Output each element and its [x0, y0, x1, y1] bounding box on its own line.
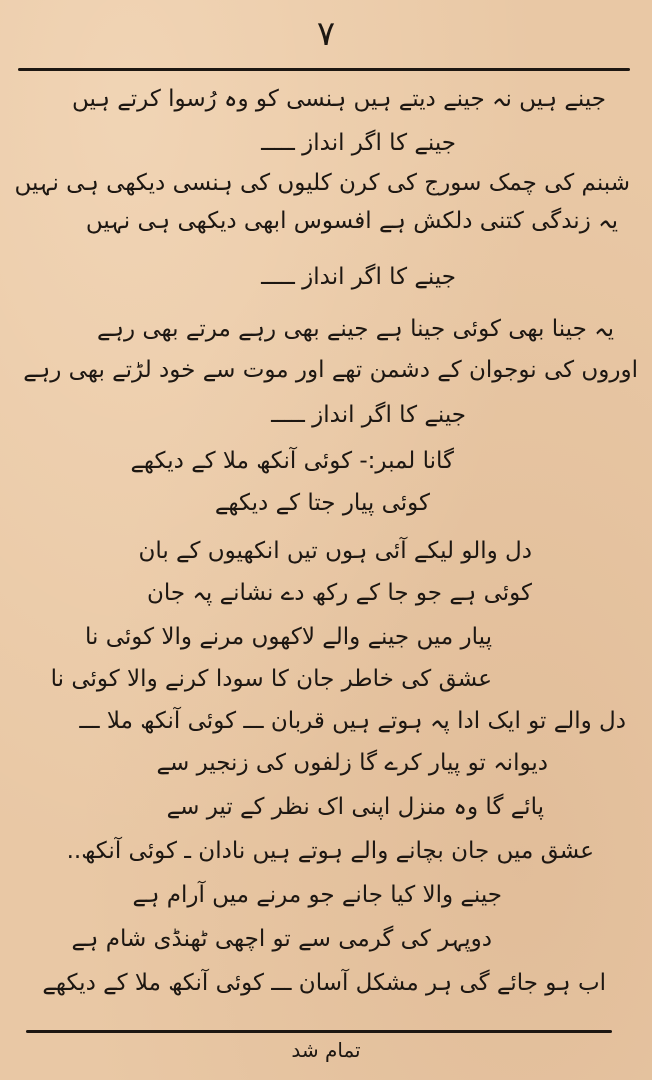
top-rule — [18, 68, 630, 71]
text-line-10: کوئی پیار جتا کے دیکھے — [214, 490, 430, 516]
bottom-rule — [26, 1030, 612, 1033]
text-line-12: کوئی ہے جو جا کے رکھ دے نشانے پہ جان — [146, 580, 532, 606]
text-line-9: گانا لمبر:- کوئی آنکھ ملا کے دیکھے — [130, 448, 454, 474]
text-line-7: اوروں کی نوجوان کے دشمن تھے اور موت سے خود لڑتے بھی رہے — [23, 357, 638, 383]
text-line-2: جینے کا اگر انداز ـــــ — [261, 130, 456, 156]
text-line-19: جینے والا کیا جانے جو مرنے میں آرام ہے — [132, 882, 502, 908]
text-line-15: دل والے تو ایک ادا پہ ہوتے ہیں قربان ـــ کوئی آنکھ ملا ـــ — [79, 708, 626, 734]
text-line-4: یہ زندگی کتنی دلکش ہے افسوس ابھی دیکھی ہی نہیں — [85, 208, 618, 234]
text-line-5: جینے کا اگر انداز ـــــ — [261, 264, 456, 290]
page-number: ۷ — [316, 14, 336, 54]
text-line-20: دوپہر کی گرمی سے تو اچھی ٹھنڈی شام ہے — [71, 926, 492, 952]
footer-text: تمام شد — [291, 1038, 361, 1062]
text-line-1: جینے ہیں نہ جینے دیتے ہیں ہنسی کو وہ رُسوا کرتے ہیں — [72, 86, 606, 112]
text-line-18: عشق میں جان بچانے والے ہوتے ہیں نادان ـ کوئی آنکھ.. — [66, 838, 594, 864]
text-line-16: دیوانہ تو پیار کرے گا زلفوں کی زنجیر سے — [156, 750, 548, 776]
text-line-6: یہ جینا بھی کوئی جینا ہے جینے بھی رہے مرتے بھی رہے — [97, 316, 614, 342]
text-line-17: پائے گا وہ منزل اپنی اک نظر کے تیر سے — [166, 794, 544, 820]
text-line-11: دل والو لیکے آئی ہوں تیں انکھیوں کے بان — [138, 538, 532, 564]
text-line-14: عشق کی خاطر جان کا سودا کرنے والا کوئی نا — [50, 666, 492, 692]
text-line-21: اب ہو جائے گی ہر مشکل آسان ـــ کوئی آنکھ ملا کے دیکھے — [42, 970, 606, 996]
text-line-13: پیار میں جینے والے لاکھوں مرنے والا کوئی نا — [84, 624, 492, 650]
text-line-8: جینے کا اگر انداز ـــــ — [271, 402, 466, 428]
text-line-3: شبنم کی چمک سورج کی کرن کلیوں کی ہنسی دیکھی ہی نہیں — [14, 170, 630, 196]
